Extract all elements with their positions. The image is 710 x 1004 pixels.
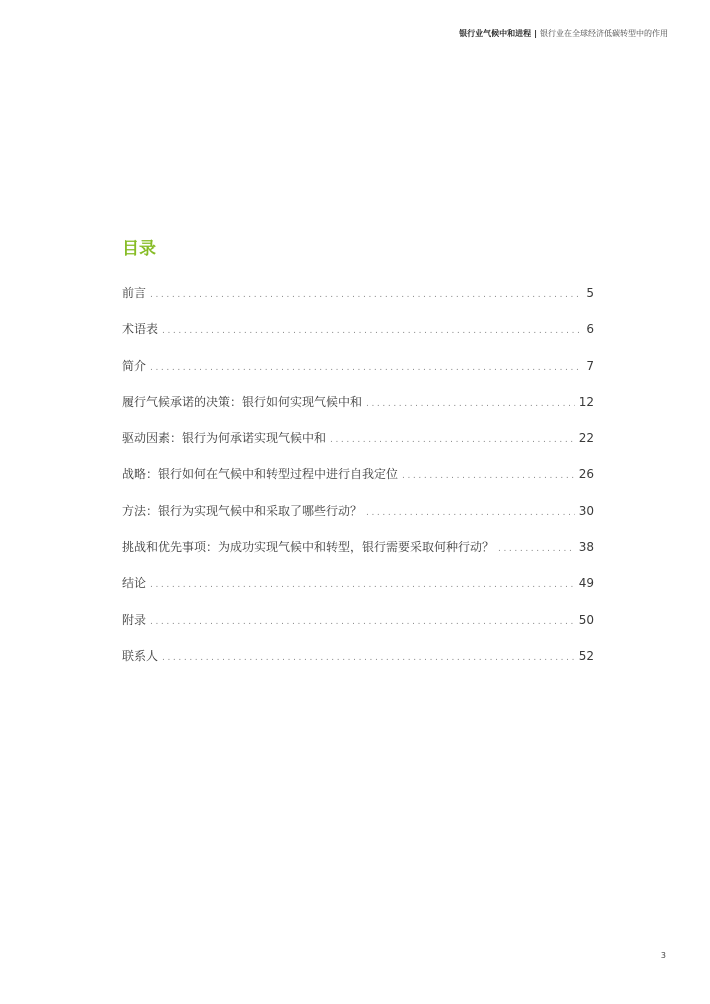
toc-leader-dots — [402, 471, 575, 481]
toc-item-label: 驱动因素：银行为何承诺实现气候中和 — [122, 431, 327, 446]
toc-item-preface[interactable] — [122, 284, 594, 320]
toc-item-appendix[interactable] — [122, 611, 594, 647]
toc-item-drivers[interactable] — [122, 429, 594, 465]
page-number: 3 — [660, 951, 666, 960]
toc-item-label: 履行气候承诺的决策：银行如何实现气候中和 — [122, 394, 363, 409]
toc-item-label: 附录 — [122, 612, 147, 627]
toc-item-label: 挑战和优先事项：为成功实现气候中和转型，银行需要采取何种行动？ — [122, 540, 495, 555]
toc-leader-dots — [162, 326, 582, 336]
header-separator: | — [534, 29, 537, 38]
toc-item-page: 22 — [578, 431, 594, 446]
toc-leader-dots — [330, 435, 575, 445]
toc-item-page: 6 — [586, 322, 594, 337]
table-of-contents — [122, 284, 594, 683]
toc-item-page: 30 — [578, 503, 594, 518]
toc-item-label: 联系人 — [122, 648, 159, 663]
toc-item-label: 简介 — [122, 358, 147, 373]
toc-item-glossary[interactable] — [122, 320, 594, 356]
toc-item-page: 12 — [578, 394, 594, 409]
toc-item-conclusion[interactable] — [122, 574, 594, 610]
toc-item-label: 前言 — [122, 286, 147, 300]
toc-leader-dots — [498, 544, 575, 554]
toc-item-contacts[interactable] — [122, 647, 594, 683]
toc-item-label: 方法：银行为实现气候中和采取了哪些行动？ — [122, 503, 363, 518]
header-title: 银行业气候中和进程 — [459, 29, 532, 38]
toc-item-label: 战略：银行如何在气候中和转型过程中进行自我定位 — [122, 467, 399, 482]
toc-leader-dots — [150, 363, 582, 373]
toc-item-page: 38 — [578, 540, 594, 555]
toc-item-page: 52 — [578, 648, 594, 663]
toc-leader-dots — [366, 399, 575, 409]
toc-item-challenges[interactable] — [122, 538, 594, 574]
running-header — [459, 28, 668, 39]
toc-item-label: 结论 — [122, 576, 147, 591]
toc-title: 目录 — [122, 239, 156, 259]
toc-item-strategy[interactable] — [122, 465, 594, 501]
toc-item-page: 26 — [578, 467, 594, 482]
toc-leader-dots — [150, 580, 575, 590]
header-subtitle: 银行业在全球经济低碳转型中的作用 — [540, 29, 668, 38]
toc-item-page: 49 — [578, 576, 594, 591]
toc-item-page: 50 — [578, 612, 594, 627]
toc-item-page: 5 — [586, 286, 594, 300]
toc-leader-dots — [366, 508, 575, 518]
toc-item-label: 术语表 — [122, 322, 159, 337]
toc-item-page: 7 — [586, 358, 594, 373]
toc-item-approach[interactable] — [122, 502, 594, 538]
toc-item-introduction[interactable] — [122, 357, 594, 393]
toc-leader-dots — [162, 653, 575, 663]
toc-item-decision[interactable] — [122, 393, 594, 429]
toc-leader-dots — [150, 290, 582, 300]
toc-leader-dots — [150, 617, 575, 627]
